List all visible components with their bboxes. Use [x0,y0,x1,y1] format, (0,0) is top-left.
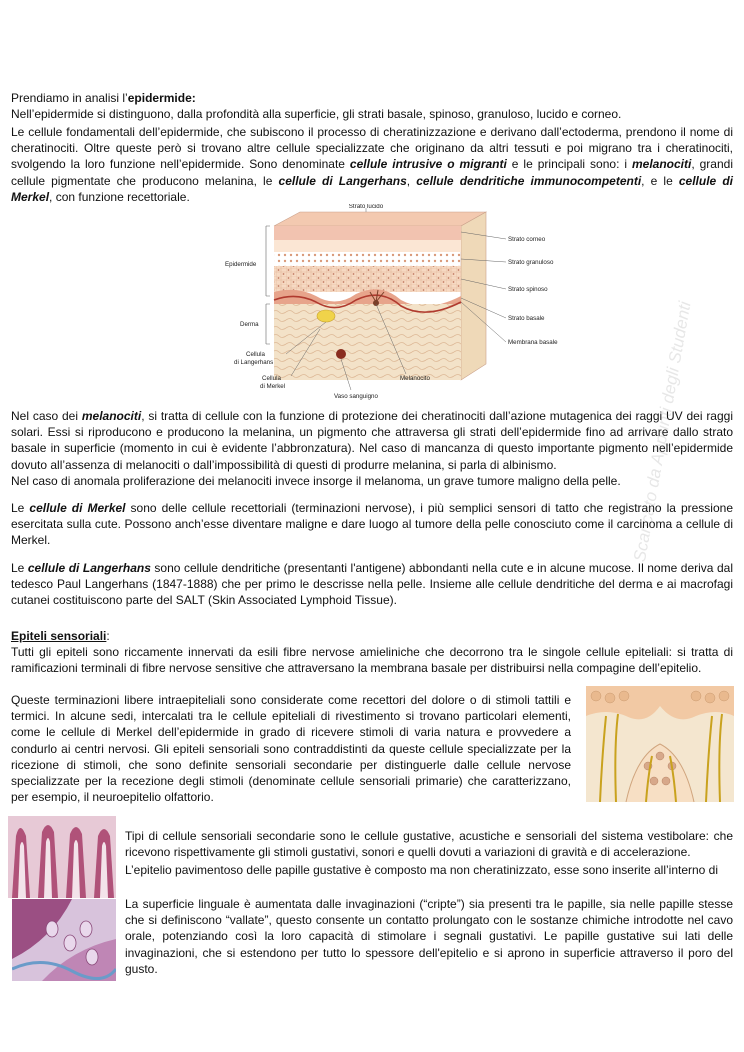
label-vaso-sanguigno: Vaso sanguigno [334,393,378,400]
label-membrana-basale: Membrana basale [508,339,558,346]
gustative-paragraph-2: L’epitelio pavimentoso delle papille gustative è composto ma non cheratinizzato, esse sono inserite all’interno di [125,863,719,877]
text-run: Nel caso dei [11,409,82,423]
melanociti-paragraph [11,408,733,489]
label-strato-basale: Strato basale [508,315,545,322]
langerhans-paragraph [11,560,733,609]
label-cellula-langerhans-1: Cellula [246,351,265,358]
skin-layers-figure [216,204,592,400]
label-strato-corneo: Strato corneo [508,236,546,243]
intro-heading-bold: epidermide: [127,91,196,105]
taste-papillae-micrograph [8,816,116,898]
taste-buds-micrograph [12,899,116,981]
heading-colon: : [106,629,110,643]
term-dendritiche: cellule dendritiche immunocompetenti [416,173,642,188]
gustative-paragraph-1: Tipi di cellule sensoriali secondarie sono le cellule gustative, acustiche e sensoriali del sistema vestibolare: che ricevono rispettivamente gli stimoli gustativi, sonori e quelli dovuti a variazioni di gravità e di accelerazione. [125,829,733,860]
term-merkel: cellule di Merkel [29,501,126,515]
label-melanocito: Melanocito [400,375,430,382]
intro-paragraph-2 [11,124,733,205]
merkel-paragraph [11,500,733,549]
watermark: Scaricato da Appunti degli Studenti [630,300,695,564]
label-strato-spinoso: Strato spinoso [508,286,548,293]
text-run: sono cellule dendritiche (presentanti l'antigene) abbondanti nella cute e in alcune mucose. Il nome deriva dal tedesco Paul Langerhans (1847-1888) che per primo le descrisse nella pelle. Insieme alle cellule dendritiche del derma e ai macrofagi cutanei costituiscono parte del SALT (Skin Associated Lymphoid Tissue). [11,561,733,608]
label-cellula-merkel-1: Cellula [262,375,281,382]
text-run: , [406,173,417,188]
text-run: Le [11,561,28,575]
text-run: , e le [641,173,679,188]
label-derma: Derma [240,321,259,328]
term-langerhans: cellule di Langerhans [27,561,151,575]
melanoma-sentence: Nel caso di anomala proliferazione dei melanociti invece insorge il melanoma, un grave tumore maligno della pelle. [11,473,621,488]
text-run: e le principali sono: i [506,157,632,172]
text-run: , si tratta di cellule con la funzione di protezione dei cheratinociti dall’azione mutagenica dei raggi UV dei raggi solari. Essi si riproducono e producono la melanina, un pigmento che attraversa gli strati dell’epidermide fino ad arrivare dallo strato basale in superficie (momento in cui è evidente l’abbronzatura). Nel caso di mancanza di questo importante pigmento nell’epidermide dovuto all’assenza di melanociti o dall’impossibilità di questi di produrre melanina, si parla di albinismo. [11,409,733,472]
epiteli-heading [11,628,733,644]
intro-heading-text: Prendiamo in analisi l’ [11,91,128,105]
gustative-paragraph-3: La superficie linguale è aumentata dalle invaginazioni (“cripte”) sia presenti tra le papille, sia nelle papille stesse che si definiscono “vallate”, questo consente un contatto prolungato con le sostanze chimiche introdotte nel cavo orale, potenziando così la loro capacità di stimolare i segnali gustativi. Le papille gustative sui lati delle invaginazioni, che si estendono per tutto lo spessore dell'epitelio e si aprono in superficie attraverso il poro del gusto. [125,897,733,976]
epiteli-paragraph-2: Queste terminazioni libere intraepiteliali sono considerate come recettori del dolore o di stimoli tattili e termici. In alcune sedi, intercalati tra le cellule epiteliali di rivestimento si trovano particolari elementi, come le cellule di Merkel dell’epidermide in grado di ricevere stimoli di varia natura e provvedere a condurlo ai centri nervosi. Gli epiteli sensoriali sono contraddistinti da queste cellule specializzate per la ricezione di stimoli, che sono definite sensoriali secondarie per distinguerle dalle cellule nervose specializzate per la recezione degli stimoli (denominate cellule sensoriali primarie) che caratterizzano, per esempio, il neuroepitelio olfattorio. [11,693,571,805]
term-melanociti: melanociti [81,409,142,423]
term-melanociti: melanociti [631,157,692,172]
term-cellule-intrusive: cellule intrusive o migranti [349,157,507,172]
text-run: Le [11,501,30,515]
text-run: Le cellule fondamentali dell’epidermide, che subiscono il processo di cheratinizzazione e derivano dall’ectoderma, prendono il nome di cheratinociti. Oltre queste però si trovano altre cellule specializzate che originano da altri tessuti e poi migrano tra i cheratinociti, svolgendo la loro funzione nell’epidermide. Sono denominate [11,125,733,172]
text-run: , grandi cellule pigmentate che producono melanina, le [11,157,733,188]
term-langerhans: cellule di Langerhans [278,173,407,188]
section-heading: Epiteli sensoriali [11,629,107,643]
label-cellula-merkel-2: di Merkel [260,383,286,390]
text-run: sono delle cellule recettoriali (terminazioni nervose), i più semplici sensori di tatto che registrano la pressione esercitata sulla cute. Possono anch’esse diventare maligne e dare luogo al tumore della pelle conosciuto come il carcinoma a cellule di Merkel. [11,501,733,548]
nerve-endings-illustration [586,686,734,802]
intro-heading [11,90,733,106]
epiteli-paragraph-1: Tutti gli epiteli sono riccamente innervati da esili fibre nervose amieliniche che decorrono tra le singole cellule epiteliali: si tratta di ramificazioni terminali di fibre nervose sensitive che attraversano la membrana basale per distribuirsi nella compagine dell’epitelio. [11,645,733,676]
label-strato-granuloso: Strato granuloso [508,259,554,266]
label-epidermide: Epidermide [225,261,257,268]
text-run: , con funzione recettoriale. [49,189,190,204]
label-cellula-langerhans-2: di Langerhans [234,359,274,366]
intro-paragraph-1: Nell’epidermide si distinguono, dalla profondità alla superficie, gli strati basale, spinoso, granuloso, lucido e corneo. [11,107,622,121]
label-strato-lucido: Strato lucido [348,204,384,210]
term-merkel: cellule di Merkel [11,173,734,204]
